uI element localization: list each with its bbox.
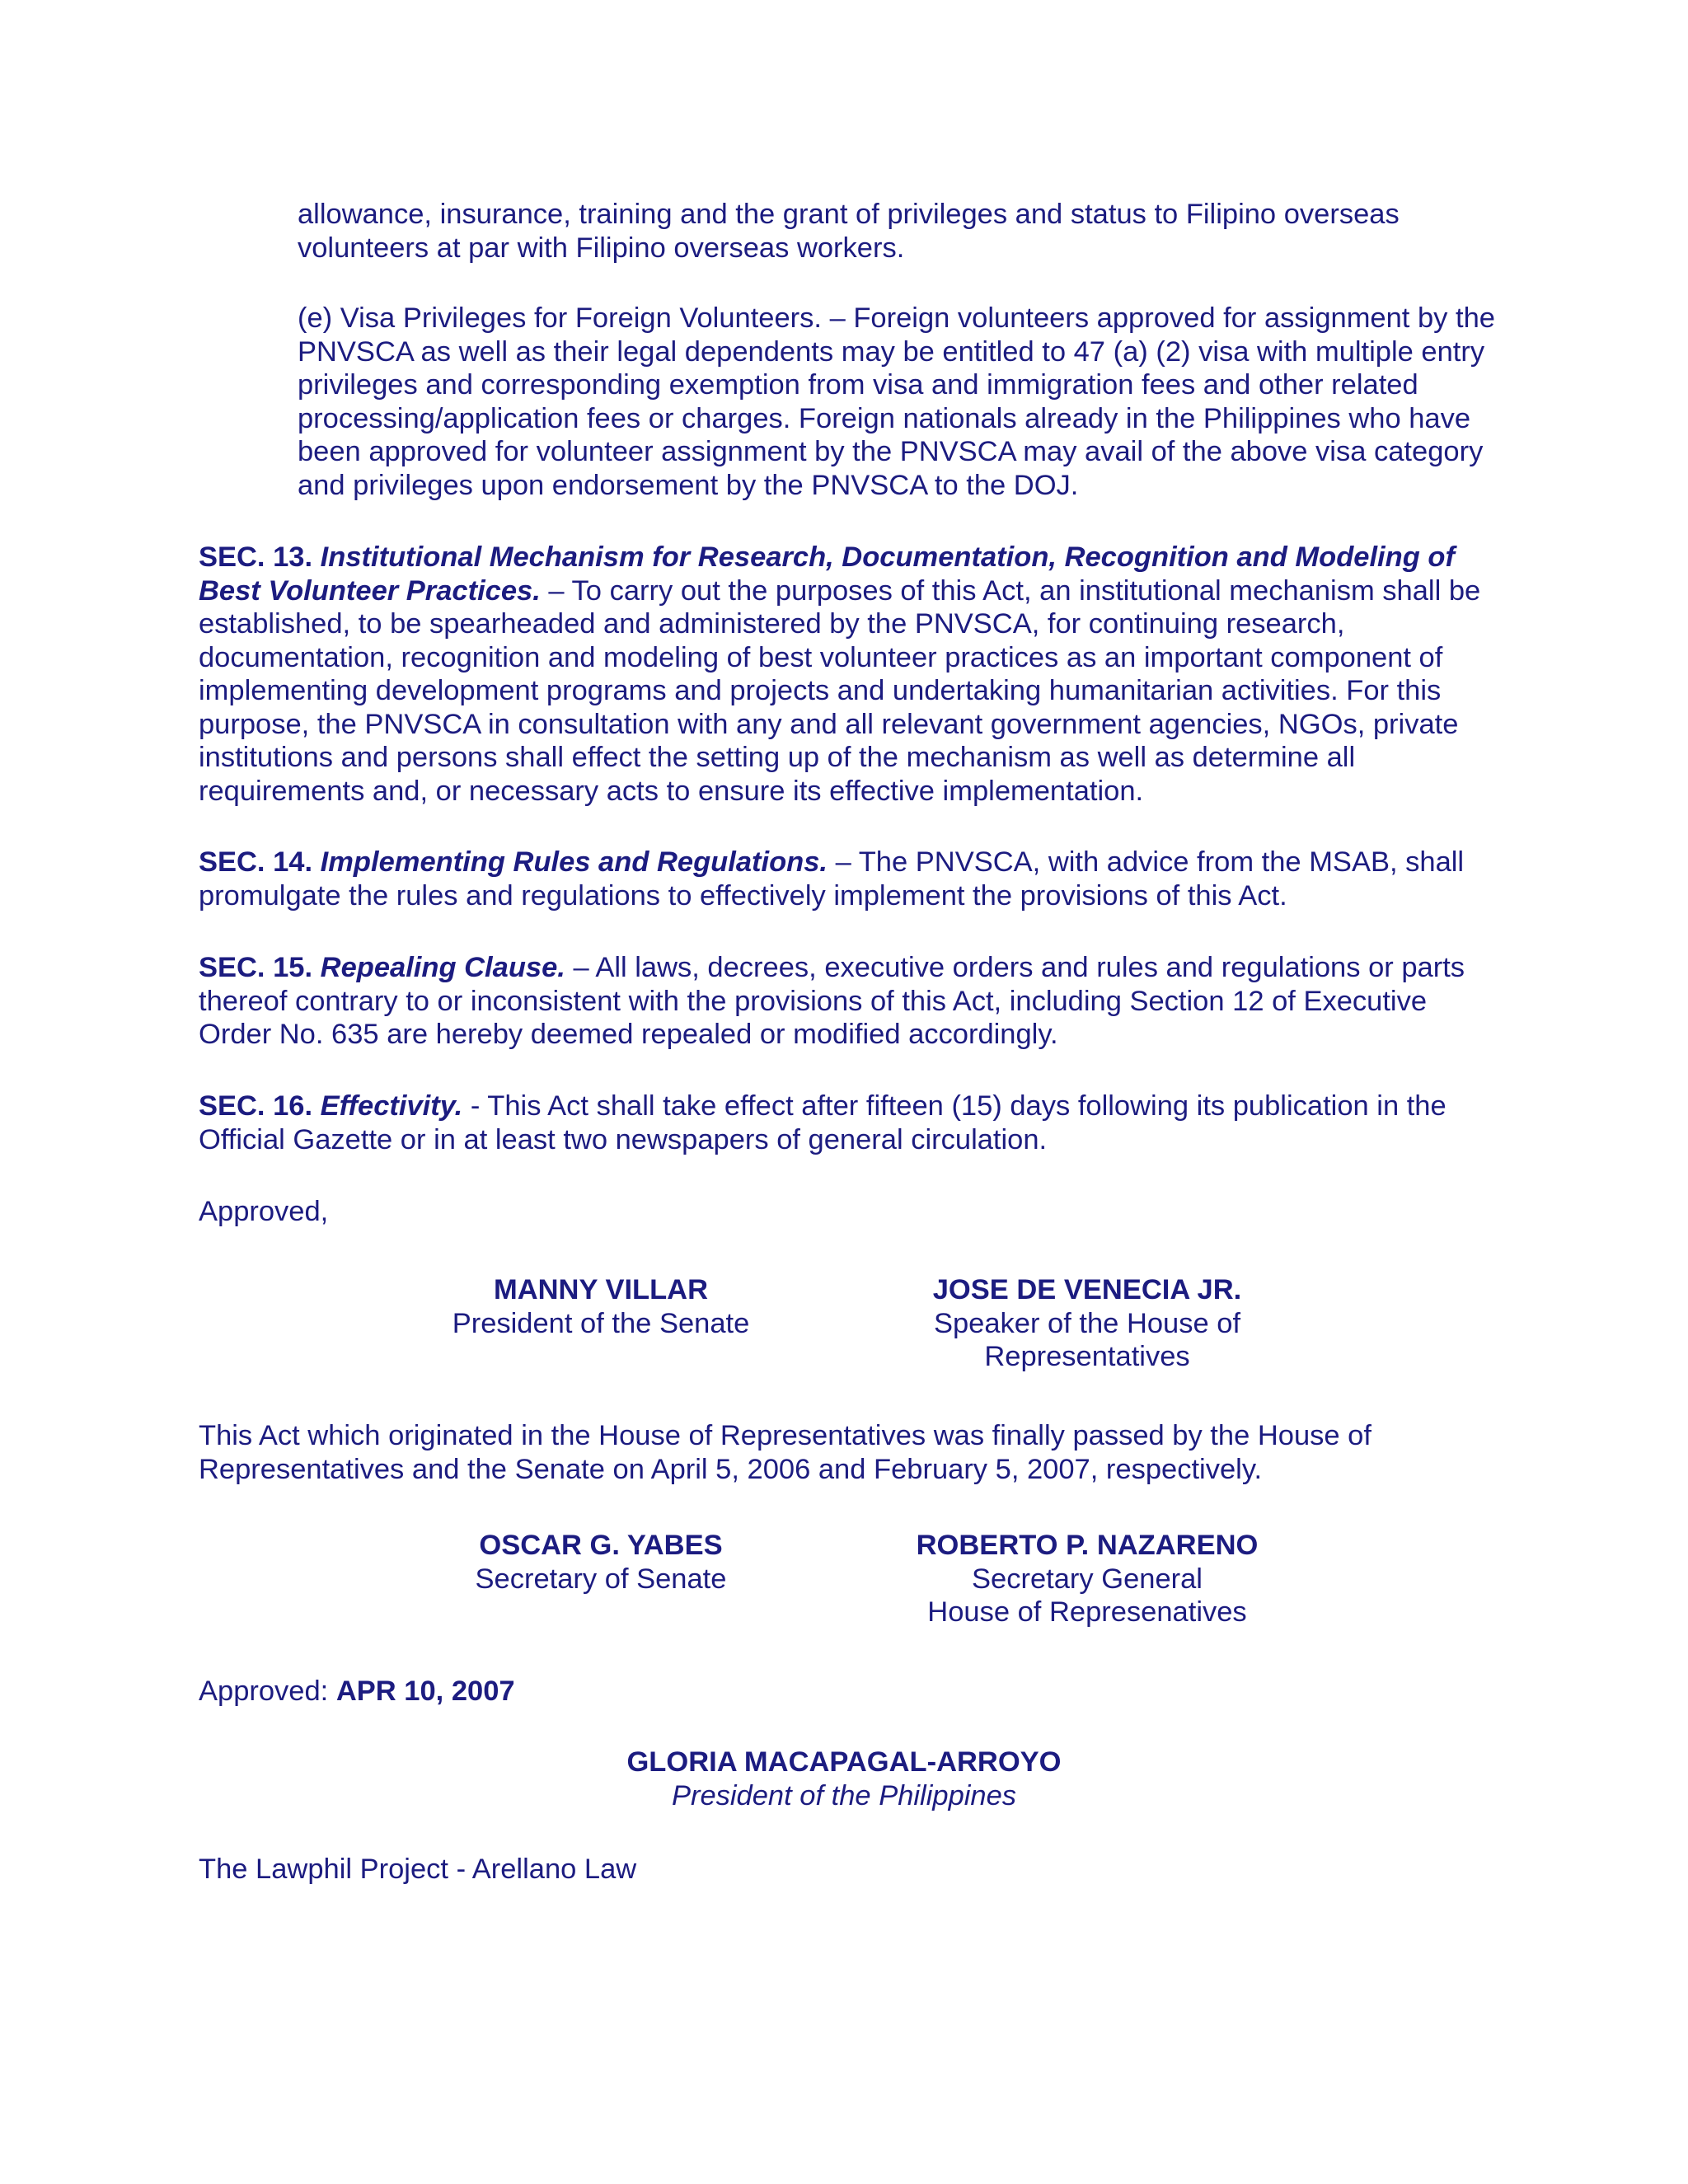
president-name: GLORIA MACAPAGAL-ARROYO	[626, 1746, 1062, 1778]
signatory-house-speaker	[856, 1273, 1318, 1374]
signatory-title: President of the Senate	[452, 1307, 750, 1339]
section-13-title: Institutional Mechanism for Research, Documentation, Recognition and Modeling of Best Volunteer Practices.	[199, 541, 1455, 607]
signatory-title: House of Represenatives	[927, 1596, 1247, 1628]
footer-source: The Lawphil Project - Arellano Law	[199, 1854, 637, 1885]
signatory-president	[613, 1746, 1075, 1812]
section-13	[199, 541, 1501, 808]
signatory-senate-president	[370, 1273, 832, 1340]
section-16	[199, 1090, 1501, 1156]
signatory-senate-secretary	[370, 1529, 832, 1596]
section-15-title: Repealing Clause.	[320, 952, 565, 983]
signatory-name: MANNY VILLAR	[493, 1274, 709, 1305]
signatory-name: OSCAR G. YABES	[479, 1530, 723, 1561]
section-14-body: – The PNVSCA, with advice from the MSAB, shall promulgate the rules and regulations to effectively implement the provisions of this Act.	[199, 846, 1465, 912]
approval-label: Approved:	[199, 1675, 336, 1707]
section-16-title: Effectivity.	[320, 1090, 463, 1122]
signatory-title: Secretary of Senate	[475, 1563, 727, 1595]
section-15-body: – All laws, decrees, executive orders and rules and regulations or parts thereof contrary to or inconsistent with the provisions of this Act, including Section 12 of Executive Order No. 635 are hereby deemed repealed or modified accordingly.	[199, 952, 1465, 1050]
section-15	[199, 951, 1501, 1052]
signatory-title: Secretary General	[972, 1563, 1203, 1595]
section-13-body: – To carry out the purposes of this Act, an institutional mechanism shall be established, to be spearheaded and administered by the PNVSCA, for continuing research, documentation, recognition and modeling of best volunteer practices as an important component of implementing development programs and projects and undertaking humanitarian activities. For this purpose, the PNVSCA in consultation with any and all relevant government agencies, NGOs, private institutions and persons shall effect the setting up of the mechanism as well as determine all requirements and, or necessary acts to ensure its effective implementation.	[199, 574, 1481, 807]
approved-label: Approved,	[199, 1196, 329, 1227]
signatory-name: JOSE DE VENECIA JR.	[932, 1274, 1242, 1305]
president-title: President of the Philippines	[671, 1779, 1017, 1811]
section-14-number: SEC. 14.	[199, 846, 313, 878]
section-14	[199, 846, 1501, 912]
signatory-house-secretary-general	[856, 1529, 1318, 1629]
approval-line	[199, 1675, 1501, 1708]
section-15-number: SEC. 15.	[199, 952, 313, 983]
section-13-number: SEC. 13.	[199, 541, 313, 573]
section-16-number: SEC. 16.	[199, 1090, 313, 1122]
section-16-body: - This Act shall take effect after fifteen (15) days following its publication in the Official Gazette or in at least two newspapers of general circulation.	[199, 1090, 1447, 1155]
signatory-title: Representatives	[984, 1341, 1190, 1372]
passage-note: This Act which originated in the House of Representatives was finally passed by the House of Representatives and the Senate on April 5, 2006 and February 5, 2007, respectively.	[199, 1420, 1372, 1485]
section-14-title: Implementing Rules and Regulations.	[320, 846, 828, 878]
signatory-name: ROBERTO P. NAZARENO	[916, 1530, 1259, 1561]
approval-date: APR 10, 2007	[335, 1675, 515, 1707]
paragraph-e-visa-privileges: (e) Visa Privileges for Foreign Volunteers. – Foreign volunteers approved for assignment by the PNVSCA as well as their legal dependents may be entitled to 47 (a) (2) visa with multiple entry privileges and corresponding exemption from visa and immigration fees and other related processing/application fees or charges. Foreign nationals already in the Philippines who have been approved for volunteer assignment by the PNVSCA may avail of the above visa category and privileges upon endorsement by the PNVSCA to the DOJ.	[298, 302, 1495, 501]
paragraph-d-continuation: allowance, insurance, training and the grant of privileges and status to Filipino overseas volunteers at par with Filipino overseas workers.	[298, 199, 1400, 264]
signatory-title: Speaker of the House of	[933, 1307, 1241, 1339]
